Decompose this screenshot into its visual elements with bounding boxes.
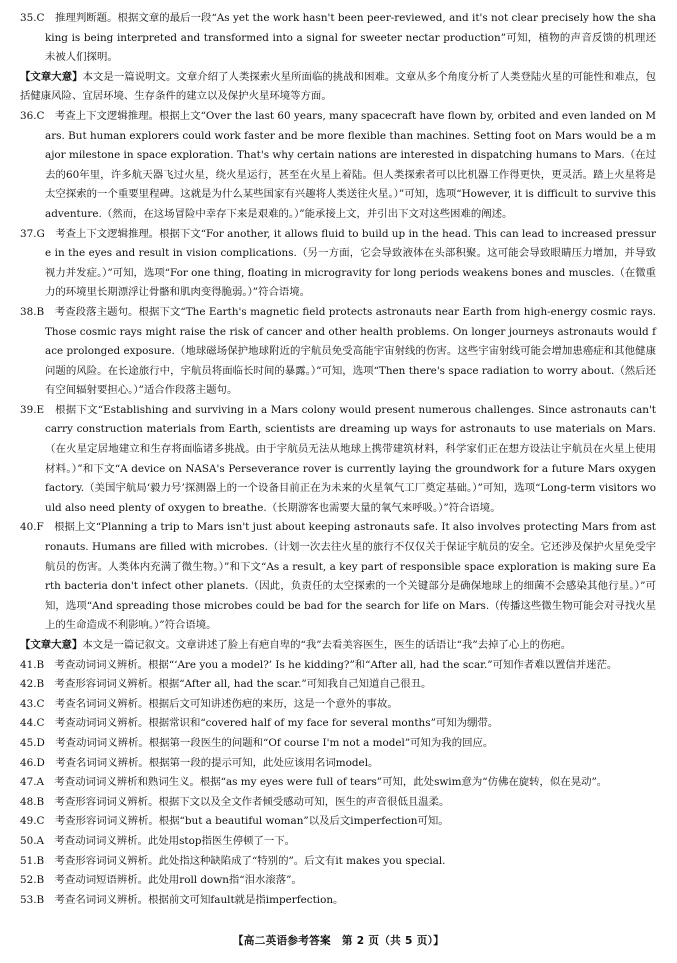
article-summary-mars	[20, 68, 656, 107]
answer-41: 41.B 考查动词词义辨析。根据“‘Are you a model?’ Is he kidding?”和“After all, had the scar.”可知作者难以置信并迷茫。	[20, 658, 618, 671]
answer-46: 46.D 考查名词词义辨析。根据第一段的提示可知，此处应该用名词model。	[20, 756, 379, 769]
answer-49: 49.C 考查形容词词义辨析。根据“but a beautiful woman”以及后文imperfection可知。	[20, 815, 449, 828]
answer-43: 43.C 考查名词词义辨析。根据后文可知讲述伤疤的来历，这是一个意外的事故。	[20, 697, 398, 710]
answer-36: 36.C 考查上下文逻辑推理。根据上文“Over the last 60 years, many spacecraft have flown by, orbited and even landed on Mars. But human explorers could work faster and be more flexible than machines. Setting foot on Mars would be a major milestone in space exploration. That's why certain nations are interested in dispatching humans to Mars.（在过去的60年里，许多航天器飞过火星，绕火星运行，甚至在火星上着陆。但人类探索者可以比机器工作得更快，更灵活。踏上火星将是太空探索的一个重要里程碑。这就是为什么某些国家有兴趣将人类送往火星。）”可知，选项“However, it is difficult to survive this adventure.（然而，在这场冒险中幸存下来是艰难的。）”能承接上文，并引出下文对这些困难的阐述。	[20, 109, 656, 220]
answer-37: 37.G 考查上下文逻辑推理。根据下文“For another, it allows fluid to build up in the head. This can lead to increased pressure in the eyes and result in vision complications.（另一方面，它会导致液体在头部积聚。这可能会导致眼睛压力增加，并导致视力并发症。）”可知，选项“For one thing, floating in microgravity for long periods weakens bones and muscles.（在微重力的环境里长期漂浮让骨骼和肌肉变得脆弱。）”符合语境。	[20, 227, 656, 299]
answer-52: 52.B 考查动词短语辨析。此处用roll down指“泪水滚落”。	[20, 874, 302, 887]
answer-38: 38.B 考查段落主题句。根据下文“The Earth's magnetic field protects astronauts near Earth from high-energy cosmic rays. Those cosmic rays might raise the risk of cancer and other health problems. On longer journeys astronauts would face prolonged exposure.（地球磁场保护地球附近的宇航员免受高能宇宙射线的伤害。这些宇宙射线可能会增加患癌症和其他健康问题的风险。在长途旅行中，宇航员将面临长时间的暴露。）”可知，选项“Then there's space radiation to worry about.（然后还有空间辐射要担心。）”适合作段落主题句。	[20, 305, 656, 397]
answer-42: 42.B 考查形容词词义辨析。根据“After all, had the scar.”可知我自己知道自己很丑。	[20, 678, 432, 691]
answer-35: 35.C 推理判断题。根据文章的最后一段“As yet the work hasn't been peer-reviewed, and it's not clear precisely how the shaking is being interpreted and transformed into a signal for sweeter nectar production”可知，植物的声音反馈的机理还未被人们探明。	[20, 12, 656, 64]
answer-45: 45.D 考查动词词义辨析。根据第一段医生的问题和“Of course I'm not a model”可知为我的回应。	[20, 736, 494, 749]
page-footer: 【高二英语参考答案 第 2 页（共 5 页）】	[232, 935, 445, 947]
summary-text: 本文是一篇说明文。文章介绍了人类探索火星所面临的挑战和困难。文章从多个角度分析了人类登陆火星的可能性和难点，包括健康风险、宜居环境、生存条件的建立以及保护火星环境等方面。	[20, 70, 656, 103]
summary-tag: 【文章大意】	[20, 70, 83, 83]
answer-51: 51.B 考查形容词词义辨析。此处指这种缺陷成了“特别的”。后文有it makes you special.	[20, 854, 446, 867]
answer-content	[20, 9, 656, 910]
answer-40: 40.F 根据上文“Planning a trip to Mars isn't just about keeping astronauts safe. It also involves protecting Mars from astronauts. Humans are filled with microbes.（计划一次去往火星的旅行不仅仅关于保证宇航员的安全。它还涉及保护火星免受宇航员的伤害。人类体内充满了微生物。）”和下文“As a result, a key part of responsible space exploration is making sure Earth bacteria don't infect other planets.（因此，负责任的太空探索的一个关键部分是确保地球上的细菌不会感染其他行星。）”可知，选项“And spreading those microbes could be bad for the search for life on Mars.（传播这些微生物可能会对寻找火星上的生命造成不利影响。）”符合语境。	[20, 521, 656, 632]
article-summary-scar	[20, 636, 656, 656]
answer-44: 44.C 考查动词词义辨析。根据常识和“covered half of my face for several months”可知为绷带。	[20, 717, 499, 730]
answer-47: 47.A 考查动词词义辨析和熟词生义。根据“as my eyes were full of tears”可知，此处swim意为“仿佛在旋转，似在晃动”。	[20, 776, 608, 789]
answer-53: 53.B 考查名词词义辨析。根据前文可知fault就是指imperfection。	[20, 893, 344, 906]
summary-tag: 【文章大意】	[20, 639, 83, 651]
answer-50: 50.A 考查动词词义辨析。此处用stop指医生停顿了一下。	[20, 834, 296, 847]
answer-48: 48.B 考查形容词词义辨析。根据下文以及全文作者倾受感动可知，医生的声音很低且温柔。	[20, 795, 450, 808]
summary-text: 本文是一篇记叙文。文章讲述了脸上有疤自卑的“我”去看美容医生，医生的话语让“我”去掉了心上的伤疤。	[82, 639, 572, 651]
answer-39: 39.E 根据下文“Establishing and surviving in a Mars colony would present numerous challenges. Since astronauts can't carry construction materials from Earth, scientists are dreaming up ways for astronauts to use materials on Mars.（在火星定居地建立和生存将面临诸多挑战。由于宇航员无法从地球上携带建筑材料，科学家们正在想方设法让宇航员在火星上使用材料。）”和下文“A device on NASA's Perseverance rover is currently laying the groundwork for a future Mars oxygen factory.（美国宇航局‘毅力号’探测器上的一个设备目前正在为未来的火星氧气工厂奠定基础。）”可知，选项“Long-term visitors would also need plenty of oxygen to breathe.（长期游客也需要大量的氧气来呼吸。）”符合语境。	[20, 403, 656, 514]
